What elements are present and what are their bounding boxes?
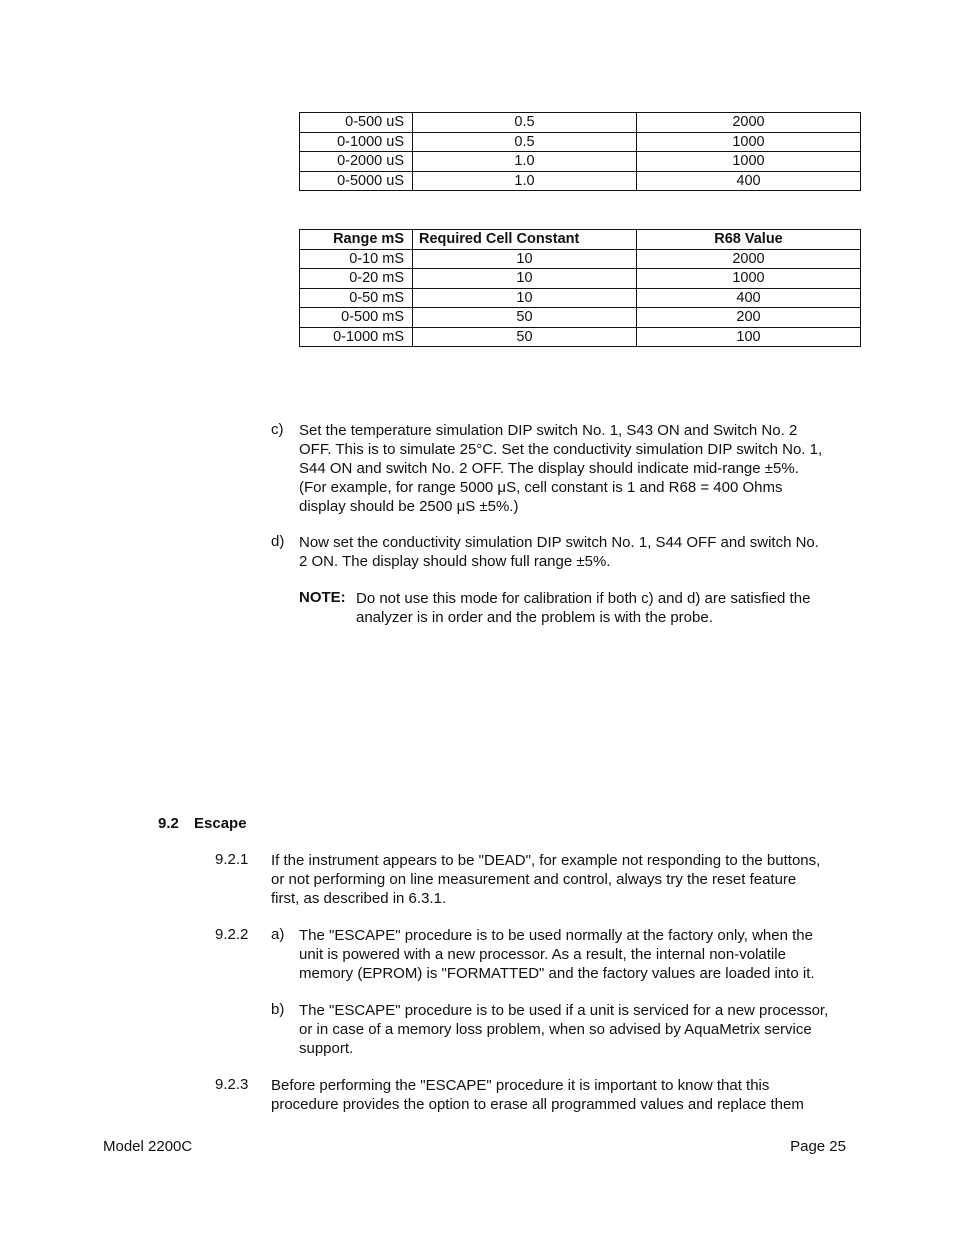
table-cell: 0.5 [413, 113, 637, 133]
clause-number-921: 9.2.1 [215, 851, 249, 868]
clause-922-a-label: a) [271, 926, 285, 943]
clause-923-text [271, 1076, 861, 1114]
note-label: NOTE: [299, 589, 346, 606]
text-line: (For example, for range 5000 μS, cell constant is 1 and R68 = 400 Ohms [299, 479, 783, 496]
section-title: Escape [194, 815, 247, 832]
text-line: The "ESCAPE" procedure is to be used if a unit is serviced for a new processor, [299, 1002, 829, 1019]
text-line: Set the temperature simulation DIP switch No. 1, S43 ON and Switch No. 2 [299, 422, 798, 439]
text-line: S44 ON and switch No. 2 OFF. The display should indicate mid-range ±5%. [299, 460, 799, 477]
table-row [300, 308, 861, 328]
table-cell: 1000 [637, 269, 861, 289]
table-cell: 10 [413, 288, 637, 308]
table-cell: 0-500 mS [300, 308, 413, 328]
text-line: OFF. This is to simulate 25°C. Set the conductivity simulation DIP switch No. 1, [299, 441, 823, 458]
table-cell: 0-2000 uS [300, 152, 413, 172]
table-cell: 0-500 uS [300, 113, 413, 133]
table-row [300, 171, 861, 191]
clause-922-b-label: b) [271, 1001, 285, 1018]
text-line: Now set the conductivity simulation DIP switch No. 1, S44 OFF and switch No. [299, 534, 819, 551]
table-cell: 0-1000 mS [300, 327, 413, 347]
step-d-label: d) [271, 533, 285, 550]
table-cell: 50 [413, 308, 637, 328]
text-line: memory (EPROM) is "FORMATTED" and the factory values are loaded into it. [299, 965, 815, 982]
text-line: If the instrument appears to be "DEAD", for example not responding to the buttons, [271, 852, 821, 869]
table-row [300, 269, 861, 289]
table-cell: 2000 [637, 113, 861, 133]
text-line: Before performing the "ESCAPE" procedure it is important to know that this [271, 1077, 770, 1094]
text-line: 2 ON. The display should show full range ±5%. [299, 553, 611, 570]
table-cell: 1000 [637, 132, 861, 152]
table-cell: 1000 [637, 152, 861, 172]
text-line: or not performing on line measurement and control, always try the reset feature [271, 871, 797, 888]
table-cell: 50 [413, 327, 637, 347]
step-c-label: c) [271, 421, 284, 438]
footer-page-number: Page 25 [790, 1138, 846, 1155]
column-header-r68-value: R68 Value [637, 230, 861, 250]
table-cell: 0-5000 uS [300, 171, 413, 191]
table-cell: 200 [637, 308, 861, 328]
table-cell: 1.0 [413, 171, 637, 191]
text-line: support. [299, 1040, 354, 1057]
table-cell: 0-20 mS [300, 269, 413, 289]
text-line: or in case of a memory loss problem, when so advised by AquaMetrix service [299, 1021, 812, 1038]
column-header-cell-constant: Required Cell Constant [413, 230, 637, 250]
note-text [356, 589, 856, 627]
table-cell: 0-10 mS [300, 249, 413, 269]
table-cell: 10 [413, 249, 637, 269]
table-row [300, 249, 861, 269]
clause-number-922: 9.2.2 [215, 926, 249, 943]
clause-922-a-text [299, 926, 859, 983]
clause-921-text [271, 851, 861, 908]
step-c-text [299, 421, 859, 516]
table-row [300, 152, 861, 172]
table-cell: 100 [637, 327, 861, 347]
section-number: 9.2 [158, 815, 179, 832]
table-cell: 400 [637, 288, 861, 308]
text-line: display should be 2500 μS ±5%.) [299, 498, 519, 515]
conductivity-us-table [299, 112, 861, 191]
text-line: unit is powered with a new processor. As a result, the internal non-volatile [299, 946, 786, 963]
table-header-row [300, 230, 861, 250]
table-cell: 0-1000 uS [300, 132, 413, 152]
conductivity-ms-table [299, 229, 861, 347]
table-cell: 400 [637, 171, 861, 191]
table-row [300, 113, 861, 133]
text-line: analyzer is in order and the problem is with the probe. [356, 609, 713, 626]
table-cell: 0-50 mS [300, 288, 413, 308]
clause-number-923: 9.2.3 [215, 1076, 249, 1093]
text-line: The "ESCAPE" procedure is to be used normally at the factory only, when the [299, 927, 813, 944]
table-row [300, 327, 861, 347]
text-line: procedure provides the option to erase all programmed values and replace them [271, 1096, 804, 1113]
column-header-range: Range mS [300, 230, 413, 250]
table-row [300, 288, 861, 308]
text-line: Do not use this mode for calibration if both c) and d) are satisfied the [356, 590, 811, 607]
footer-model: Model 2200C [103, 1138, 193, 1155]
table-cell: 2000 [637, 249, 861, 269]
table-cell: 1.0 [413, 152, 637, 172]
step-d-text [299, 533, 859, 571]
text-line: first, as described in 6.3.1. [271, 890, 447, 907]
clause-922-b-text [299, 1001, 859, 1058]
table-row [300, 132, 861, 152]
table-cell: 10 [413, 269, 637, 289]
table-cell: 0.5 [413, 132, 637, 152]
